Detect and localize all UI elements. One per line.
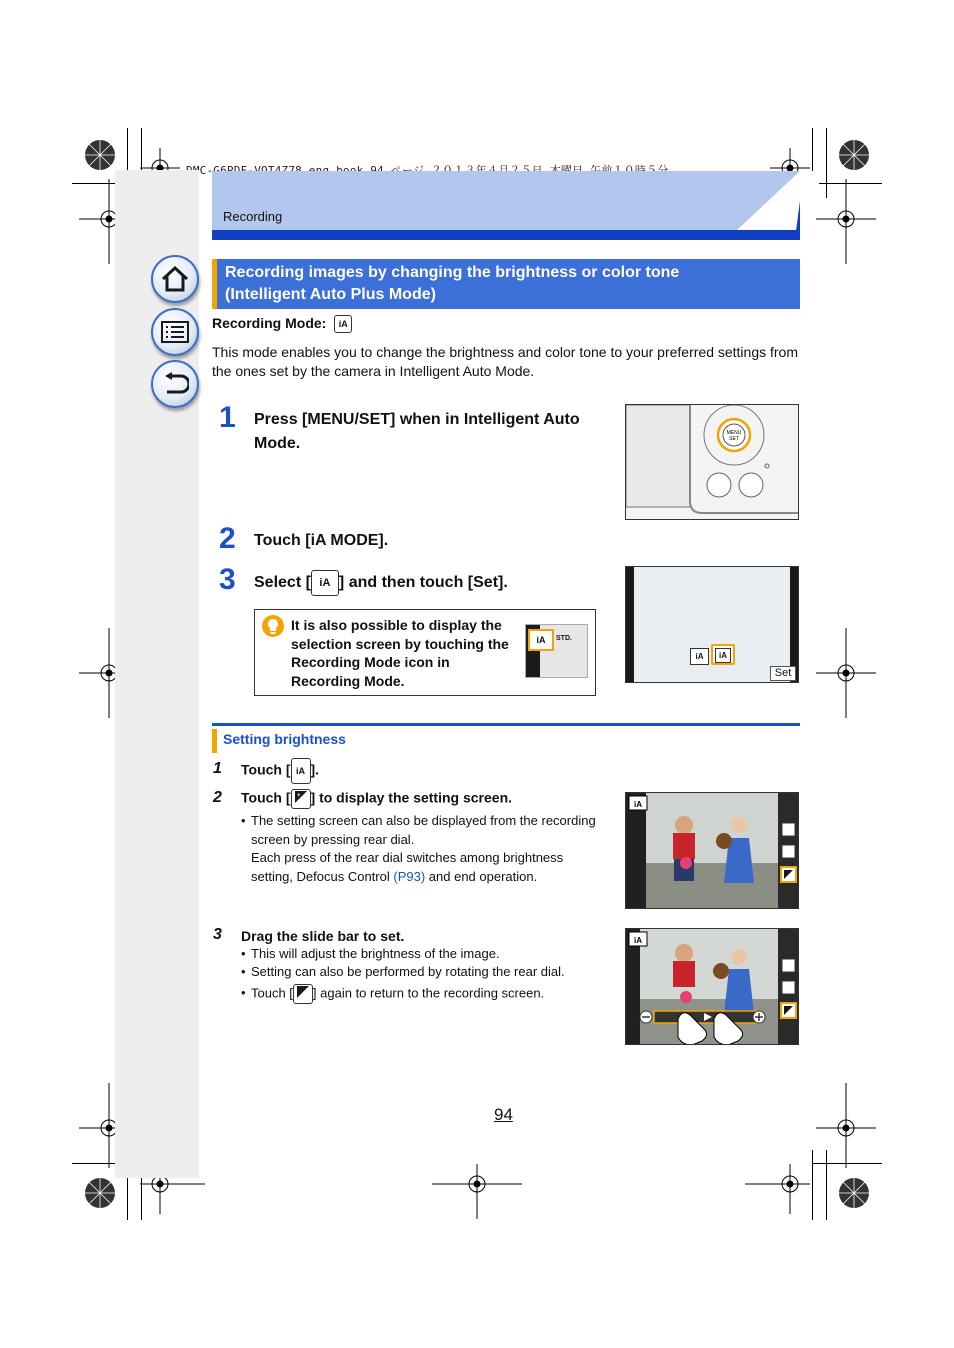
home-button[interactable] [151,255,199,303]
step-2-bullet-b-post: and end operation. [428,868,538,884]
sub-step-1-post: ]. [310,761,320,778]
setting-brightness-header [212,723,800,750]
mode-icon-thumbnail [525,624,588,678]
page-number: 94 [494,1105,513,1124]
subsection-title: Setting brightness [223,731,346,747]
ia-mode-icon[interactable]: iA [690,648,709,665]
sub-step-2-post: ] to display the setting screen. [310,789,513,806]
step-3-bullet-3-post: ] again to return to the recording screen. [312,985,545,1001]
step-3-bullet-1-text: This will adjust the brightness of the image. [251,946,500,961]
slide-bar-screen-photo [625,928,799,1045]
home-icon [161,266,189,292]
sub-step-3-text: Drag the slide bar to set. [241,928,405,944]
header-corner [736,171,824,233]
step-3-post: ] and then touch [Set]. [338,574,508,592]
step-1-text: Press [MENU/SET] when in Intelligent Auto Mode. [254,411,580,452]
ia-icon-highlighted: iA [528,629,554,651]
svg-text:SET: SET [729,436,739,442]
set-button[interactable]: Set [770,666,796,681]
brightness-icon [291,789,311,809]
step-3-bullet-3-pre: Touch [ [251,985,293,1001]
step-2-bullet-b [251,849,601,886]
title-line-2: (Intelligent Auto Plus Mode) [225,286,436,303]
tip-text: It is also possible to display the selection screen by touching the Recording Mode icon in Recording Mode. [291,617,509,689]
ia-plus-icon: iA [291,758,311,784]
svg-text:iA: iA [634,800,642,809]
sub-step-1-text [241,758,319,784]
back-icon [161,372,189,396]
svg-text:+: + [296,793,301,799]
step-number-1: 1 [219,401,236,434]
step-3-text [254,570,508,596]
brightness-icon [293,984,313,1004]
sub-step-number-2: 2 [213,789,222,806]
step-2-bullet-a: • The setting screen can also be displayed from the recording screen by pressing rear dial. [241,812,601,849]
header-bar [212,230,800,240]
step-3-bullet-2-text: Setting can also be performed by rotating the rear dial. [251,964,565,979]
step-3-bullet-1: • This will adjust the brightness of the image. [241,945,601,964]
sub-step-number-1: 1 [213,760,222,777]
header-band [212,171,800,231]
ia-plus-mode-icon[interactable]: iA [711,644,735,665]
contents-button[interactable] [151,308,199,356]
step-number-3: 3 [219,563,236,596]
sub-step-2-text [241,789,512,809]
lightbulb-icon [261,614,285,640]
step-3-bullet-3: • Touch [ ] again to return to the recording screen. [241,984,601,1004]
ia-plus-icon: iA [311,570,339,596]
svg-text:iA: iA [634,936,642,945]
intro-text: This mode enables you to change the brightness and color tone to your preferred settings from the ones set by the camera in Intelligent Auto Mode. [212,344,799,379]
sub-step-1-pre: Touch [ [241,761,291,778]
camera-back-illustration [625,404,799,520]
page-title [212,259,800,309]
tip-box [254,609,596,696]
recording-mode [212,315,352,333]
title-line-1: Recording images by changing the brightness or color tone [225,264,680,281]
menu-set-label: MENU [726,430,742,436]
step-number-2: 2 [219,522,236,555]
section-label: Recording [223,209,283,224]
step-3-bullet-2: • Setting can also be performed by rotating the rear dial. [241,963,601,982]
brightness-screen-photo [625,792,799,909]
step-3-pre: Select [ [254,574,311,592]
p93-link[interactable]: (P93) [393,868,426,884]
sub-step-2-pre: Touch [ [241,789,291,806]
std-label: STD. [556,635,572,642]
back-button[interactable] [151,360,199,408]
sub-step-number-3: 3 [213,926,222,943]
mode-select-screen [625,566,799,683]
recording-mode-label: Recording Mode: [212,315,327,331]
step-2-bullet-b-pre: Each press of the rear dial switches among brightness setting, Defocus Control [251,850,564,884]
contents-icon [161,321,189,343]
ia-plus-icon: iA [334,315,352,333]
step-2-text: Touch [iA MODE]. [254,532,389,549]
step-2-bullet-a-text: The setting screen can also be displayed from the recording screen by pressing rear dial. [251,813,596,847]
